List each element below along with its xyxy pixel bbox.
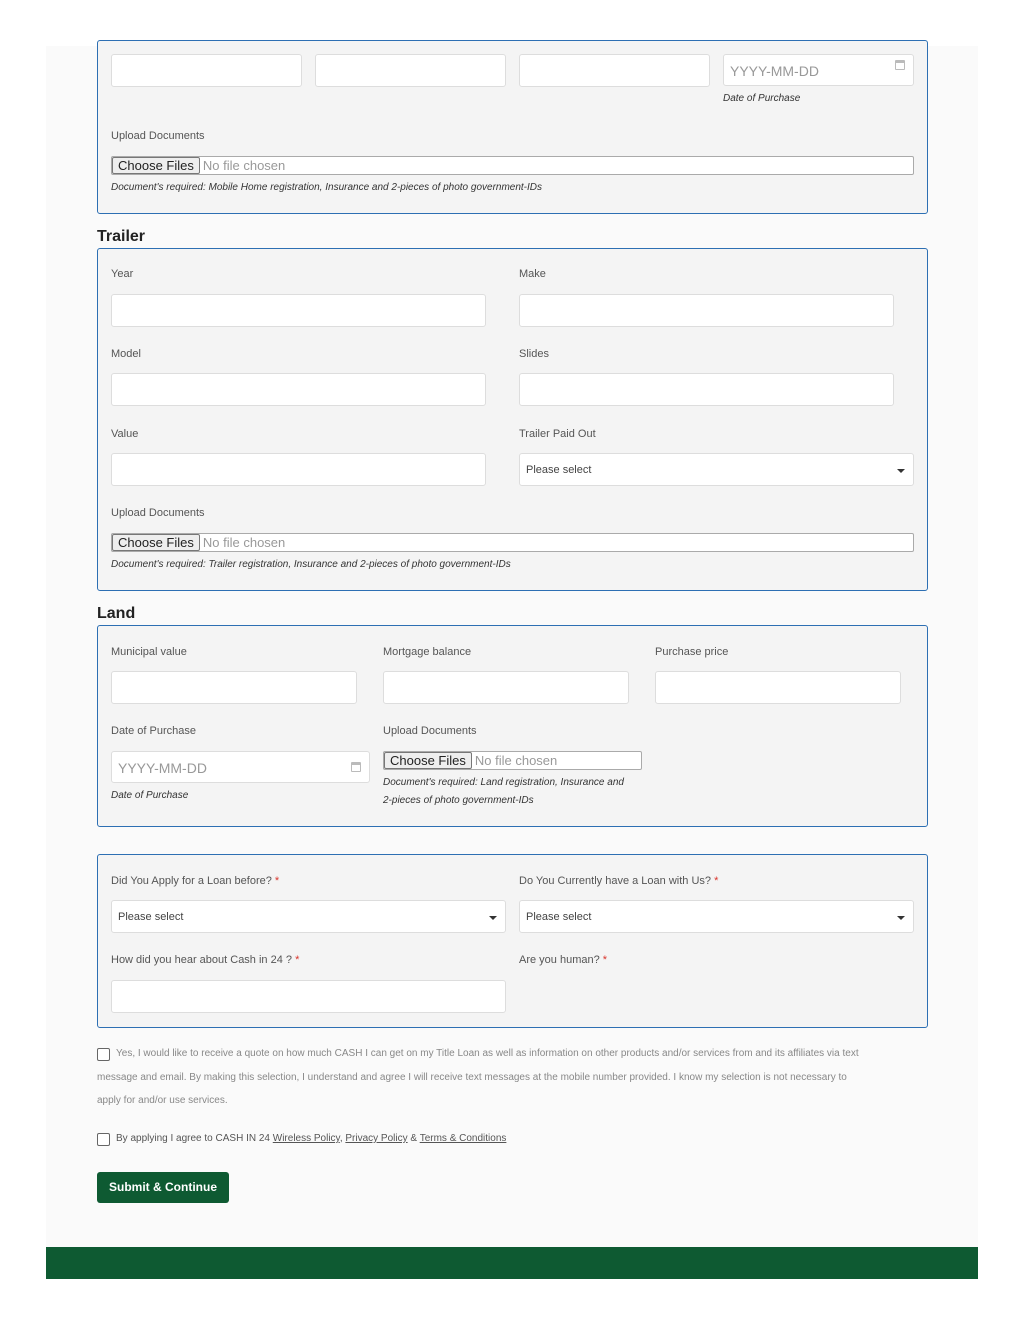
mobile-home-file-input[interactable]: [111, 156, 914, 175]
comma-separator: ,: [339, 1133, 343, 1144]
trailer-docs-required: Document's required: Trailer registration, Insurance and 2-pieces of photo government-IDs: [111, 559, 511, 570]
land-title: Land: [97, 605, 136, 622]
trailer-value-label: Value: [111, 428, 139, 440]
mobile-home-docs-required: Document's required: Mobile Home registration, Insurance and 2-pieces of photo government-IDs: [111, 182, 543, 193]
land-municipal-label: Municipal value: [111, 646, 187, 658]
required-mark: *: [295, 954, 300, 966]
hear-about-label: [111, 954, 299, 966]
human-text: Are you human?: [519, 954, 600, 966]
trailer-title: Trailer: [97, 228, 146, 245]
privacy-policy-link[interactable]: Privacy Policy: [345, 1133, 408, 1144]
file-status: No file chosen: [202, 535, 286, 550]
marketing-consent-line-1: Yes, I would like to receive a quote on how much CASH I can get on my Title Loan as well as information on other products and/or services from and its affiliates via text: [116, 1048, 859, 1059]
current-loan-label: [519, 875, 718, 887]
footer-bar: [46, 1247, 978, 1279]
ampersand: &: [410, 1133, 418, 1144]
file-status: No file chosen: [474, 753, 558, 768]
mobile-home-field-2[interactable]: [315, 54, 506, 87]
trailer-make-label: Make: [519, 268, 546, 280]
mobile-home-upload-label: Upload Documents: [111, 130, 205, 142]
terms-agree-checkbox[interactable]: [97, 1133, 110, 1146]
trailer-slides-input[interactable]: [519, 373, 894, 406]
land-docs-required-1: Document's required: Land registration, Insurance and: [383, 777, 624, 788]
date-placeholder: YYYY-MM-DD: [118, 760, 207, 776]
trailer-paid-out-select[interactable]: [519, 453, 914, 486]
choose-files-button[interactable]: Choose Files: [112, 534, 200, 551]
trailer-upload-label: Upload Documents: [111, 507, 205, 519]
select-value: Please select: [526, 464, 592, 476]
wireless-policy-link[interactable]: Wireless Policy: [272, 1133, 340, 1144]
current-loan-select[interactable]: [519, 900, 914, 933]
applied-before-select[interactable]: [111, 900, 506, 933]
land-upload-label: Upload Documents: [383, 725, 477, 737]
land-date-label: Date of Purchase: [111, 725, 196, 737]
trailer-value-input[interactable]: [111, 453, 486, 486]
choose-files-button[interactable]: Choose Files: [112, 157, 200, 174]
required-mark: *: [274, 875, 280, 887]
marketing-consent-line-2: message and email. By making this selection, I understand and agree I will receive text messages at the mobile number provided. I know my selection is not necessary to: [97, 1072, 847, 1083]
marketing-consent-line-3: apply for and/or use services.: [97, 1095, 228, 1106]
mobile-home-field-1[interactable]: [111, 54, 302, 87]
trailer-make-input[interactable]: [519, 294, 894, 327]
date-placeholder: YYYY-MM-DD: [730, 63, 819, 79]
terms-agree-text: [116, 1127, 506, 1151]
trailer-file-input[interactable]: [111, 533, 914, 552]
marketing-consent-checkbox[interactable]: [97, 1048, 110, 1061]
file-status: No file chosen: [202, 158, 286, 173]
agree-prefix: By applying I agree to CASH IN 24: [116, 1133, 270, 1144]
applied-before-label: [111, 875, 279, 887]
chevron-down-icon: [489, 916, 497, 920]
required-mark: *: [714, 875, 719, 887]
trailer-year-label: Year: [111, 268, 134, 280]
human-label: [519, 954, 607, 966]
trailer-paid-out-label: Trailer Paid Out: [519, 428, 596, 440]
mobile-home-date-input[interactable]: [723, 54, 914, 86]
required-mark: *: [602, 954, 608, 966]
choose-files-button[interactable]: Choose Files: [384, 752, 472, 769]
select-value: Please select: [118, 911, 184, 923]
chevron-down-icon: [897, 916, 905, 920]
select-value: Please select: [526, 911, 592, 923]
land-purchase-price-label: Purchase price: [655, 646, 729, 658]
trailer-year-input[interactable]: [111, 294, 486, 327]
current-loan-text: Do You Currently have a Loan with Us?: [519, 875, 712, 887]
land-purchase-price-input[interactable]: [655, 671, 901, 704]
calendar-icon[interactable]: [895, 60, 905, 70]
land-mortgage-label: Mortgage balance: [383, 646, 472, 658]
chevron-down-icon: [897, 469, 905, 473]
land-docs-required-2: 2-pieces of photo government-IDs: [383, 795, 534, 806]
land-date-input[interactable]: [111, 751, 370, 783]
mobile-home-field-3[interactable]: [519, 54, 710, 87]
terms-conditions-link[interactable]: Terms & Conditions: [419, 1133, 507, 1144]
applied-before-text: Did You Apply for a Loan before?: [111, 875, 272, 887]
land-municipal-input[interactable]: [111, 671, 357, 704]
land-date-hint: Date of Purchase: [111, 790, 189, 801]
hear-about-input[interactable]: [111, 980, 506, 1013]
land-mortgage-input[interactable]: [383, 671, 629, 704]
mobile-home-date-hint: Date of Purchase: [723, 93, 801, 104]
trailer-slides-label: Slides: [519, 348, 549, 360]
land-file-input[interactable]: [383, 751, 642, 770]
hear-about-text: How did you hear about Cash in 24 ?: [111, 954, 293, 966]
submit-continue-button[interactable]: Submit & Continue: [97, 1172, 229, 1203]
trailer-model-input[interactable]: [111, 373, 486, 406]
trailer-model-label: Model: [111, 348, 141, 360]
calendar-icon[interactable]: [351, 762, 361, 772]
